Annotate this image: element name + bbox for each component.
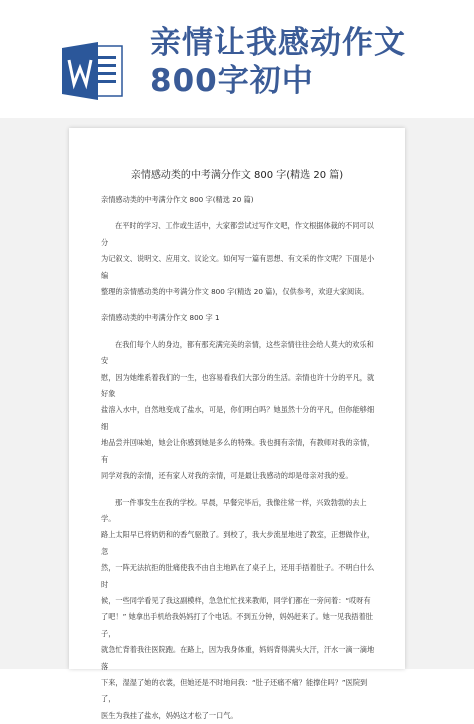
intro-line: 为记叙文、说明文、应用文、议论文。如何写一篇有思想、有文采的作文呢？下面是小编 <box>101 254 375 280</box>
banner-title-line2: 800字初中 <box>150 63 314 99</box>
banner-title <box>150 24 470 100</box>
paragraph-line: 在我们每个人的身边，都有那充满完美的亲情，这些亲情往往会给人莫大的欢乐和安 <box>101 339 374 366</box>
banner <box>0 0 474 118</box>
paragraph-line: 了吧！” 她拿出手机给我妈妈打了个电话。不到五分钟，妈妈赶来了。她一见我捂着肚子， <box>101 612 373 638</box>
paragraph-line: 那一件事发生在我的学校。早晨，早餐完毕后，我像往常一样，兴致勃勃的去上学。 <box>101 497 367 523</box>
banner-title-line1: 亲情让我感动作文 <box>150 25 406 61</box>
intro-line: 整理的亲情感动类的中考满分作文 800 字(精选 20 篇)，仅供参考，欢迎大家阅读。 <box>101 287 369 297</box>
paragraph-line: 下来，湿湿了她的衣裳，但她还是不时地问我：“肚子还痛不痛？能撑住吗？”医院到了， <box>101 677 368 704</box>
paragraph-line: 盐溶入水中，自然地变成了盐水，可是，你们明白吗？她虽然十分的平凡，但你能够细细 <box>101 405 375 431</box>
document-title: 亲情感动类的中考满分作文 800 字(精选 20 篇) <box>130 170 344 181</box>
section-heading: 亲情感动类的中考满分作文 800 字 1 <box>101 313 220 323</box>
paragraph-line: 医生为我挂了盐水，妈妈这才松了一口气。 <box>101 710 238 720</box>
intro-line: 在平时的学习、工作或生活中，大家都尝试过写作文吧，作文根据体裁的不同可以分 <box>101 221 374 247</box>
paragraph-line: 地品尝并回味她，她会让你感到她是多么的特殊。我也拥有亲情，有教师对我的亲情，有 <box>101 438 375 464</box>
preview-area <box>0 118 474 720</box>
paragraph-line: 同学对我的亲情，还有家人对我的亲情，可是最让我感动的却是母亲对我的爱。 <box>101 471 353 481</box>
paragraph-line: 就急忙背着我往医院跑。在路上，因为我身体重，妈妈背得满头大汗，汗水一滴一滴地落 <box>101 645 375 671</box>
word-icon <box>60 40 126 102</box>
subtitle-line: 亲情感动类的中考满分作文 800 字(精选 20 篇) <box>101 195 254 204</box>
document-body <box>101 192 379 724</box>
paragraph-line: 慰，因为她维系着我们的一生，也容易看我们大部分的生活。亲情也许十分的平凡，就好象 <box>101 372 375 399</box>
paragraph-line: 路上太阳早已将奶奶和的香气驱散了。到校了，我大步流星地进了教室，正想做作业，忽 <box>101 530 375 556</box>
document-page <box>69 128 405 720</box>
paragraph-line: 然，一阵无法抗拒的肚痛使我不由自主地趴在了桌子上，还用手捂着肚子。不明白什么时 <box>101 563 375 589</box>
paragraph-line: 候，一些同学看见了我这副模样，急急忙忙找来教师，同学们都在一旁问着：“哎呀有 <box>101 595 371 605</box>
